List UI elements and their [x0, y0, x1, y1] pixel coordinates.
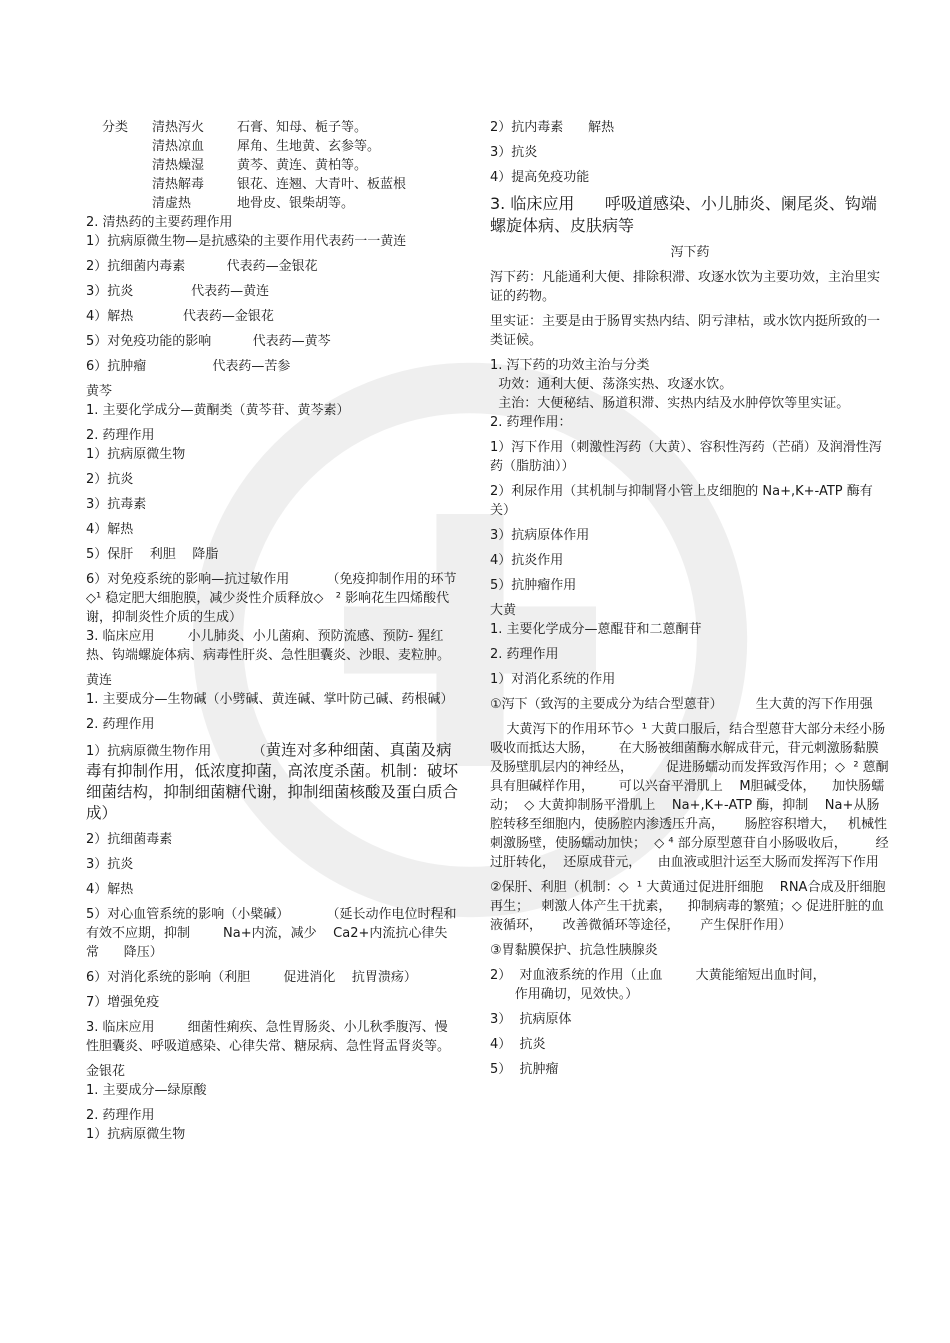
text-line: 5）抗肿瘤作用: [490, 578, 577, 593]
text-line: 4） 抗炎: [490, 1037, 546, 1052]
text-line: 3. 临床应用 细菌性痢疾、急性胃肠炎、小儿秋季腹泻、慢性胆囊炎、呼吸道感染、心律失常、糖尿病、急性肾盂肾炎等。: [86, 1020, 451, 1054]
huanglian-antimicrobial: [86, 740, 458, 824]
text-line: 5） 抗肿瘤: [490, 1062, 559, 1077]
text-line: 5）保肝 利胆 降脂: [86, 547, 219, 562]
text-line: ③胃黏膜保护、抗急性胰腺炎: [490, 943, 658, 958]
text-line: 2）利尿作用（其机制与抑制肾小管上皮细胞的 Na+,K+-ATP 酶有关）: [490, 484, 873, 518]
text-line: 黄芩: [86, 384, 113, 399]
text-line: 1）抗病原微生物: [86, 1127, 186, 1142]
text-line: 2）抗细菌毒素: [86, 832, 173, 847]
text-line: 2）抗炎: [86, 472, 134, 487]
left-lines: [86, 213, 458, 734]
text-line: 3）抗炎: [490, 145, 538, 160]
classification-category: 清热凉血: [152, 139, 205, 154]
text-line: 金银花: [86, 1064, 126, 1079]
text-line: 4）解热: [86, 882, 134, 897]
classification-category: 清虚热: [152, 196, 192, 211]
right-lines-2: [490, 268, 890, 1079]
text-line: 2）抗细菌内毒素 代表药—金银花: [86, 259, 318, 274]
text-line: 1）抗病原微生物: [86, 447, 186, 462]
right-column: [490, 118, 890, 1079]
text-line: 2. 药理作用：: [490, 415, 572, 430]
text-line: ②保肝、利胆（机制：◇ ¹ 大黄通过促进肝细胞 RNA合成及肝细胞再生； 刺激人体产生干扰素， 抑制病毒的繁殖；◇ 促进肝脏的血液循环， 改善微循环等途径， 产生保肝作用）: [490, 880, 886, 933]
text-line: ①泻下（致泻的主要成分为结合型蒽苷） 生大黄的泻下作用强: [490, 697, 873, 712]
left-column: [86, 118, 458, 1144]
text-line: 大黄: [490, 603, 517, 618]
text-line: 1）抗病原微生物—是抗感染的主要作用代表药一一黄连: [86, 234, 407, 249]
classification-row: [102, 118, 406, 137]
text-line: 4）抗炎作用: [490, 553, 564, 568]
text-line: 6）对免疫系统的影响—抗过敏作用 （免疫抑制作用的环节◇¹ 稳定肥大细胞膜，减少炎性介质释放◇ ² 影响花生四烯酸代谢，抑制炎性介质的生成）: [86, 572, 457, 625]
text-line: 4）解热: [86, 522, 134, 537]
text-line: 6）抗肿瘤 代表药—苦参: [86, 359, 291, 374]
text-line: 大黄泻下的作用环节◇ ¹ 大黄口服后，结合型蒽苷大部分未经小肠吸收而抵达大肠， 在大肠被细菌酶水解成苷元，苷元刺激肠黏膜及肠壁肌层内的神经丛， 促进肠蠕动而发挥致泻作用；◇ ² 蒽酮具有胆碱样作用， 可以兴奋平滑肌上 M胆碱受体， 加快肠蠕动； ◇ 大黄抑制肠平滑肌上 Na+,K+-ATP 酶，抑制 Na+从肠腔转移至细胞内，使肠腔内渗透压升高， 肠腔容积增大， 机械性刺激肠壁，使肠蠕动加快； ◇ ⁴ 部分原型蒽苷自小肠吸收后， 经过肝转化， 还原成苷元， 由血液或胆汁运至大肠而发挥泻下作用: [490, 722, 889, 870]
text-line: 2） 对血液系统的作用（止血 大黄能缩短出血时间， 作用确切，见效快。）: [490, 968, 826, 1002]
text-line: 黄连: [86, 673, 113, 688]
classification-row: [102, 156, 406, 175]
text-line: 4）解热 代表药—金银花: [86, 309, 274, 324]
text-line: 1. 泻下药的功效主治与分类: [490, 358, 650, 373]
classification-drugs: 地骨皮、银柴胡等。: [237, 196, 355, 211]
text-line: 5）对免疫功能的影响 代表药—黄芩: [86, 334, 331, 349]
text-line: 泻下药：凡能通利大便、排除积滞、攻逐水饮为主要功效，主治里实证的药物。: [490, 270, 881, 304]
text-line: 3）抗病原体作用: [490, 528, 590, 543]
text-line: 3）抗毒素: [86, 497, 147, 512]
text-line: 1. 主要成分—绿原酸: [86, 1083, 207, 1098]
text-line: 里实证：主要是由于肠胃实热内结、阴亏津枯，或水饮内挺所致的一类证候。: [490, 314, 881, 348]
text-line: 3）抗炎: [86, 857, 134, 872]
text-line: 3） 抗病原体: [490, 1012, 572, 1027]
text-line: 2）抗内毒素 解热: [490, 120, 615, 135]
classification-label-empty: [102, 194, 152, 213]
text-line: 6）对消化系统的影响（利胆 促进消化 抗胃溃疡）: [86, 970, 417, 985]
text-line: 功效：通利大便、荡涤实热、攻逐水饮。: [490, 377, 733, 392]
classification-label-empty: [102, 175, 152, 194]
section-title-xiexiayao: 泻下药: [670, 245, 710, 260]
classification-label-empty: [102, 156, 152, 175]
text-line: 3）抗炎 代表药—黄连: [86, 284, 270, 299]
jinyinhua-clinical-use: 3. 临床应用 呼吸道感染、小儿肺炎、阑尾炎、钩端螺旋体病、皮肤病等: [490, 194, 877, 235]
text-line: 2. 药理作用: [490, 647, 559, 662]
text-line: 2. 清热药的主要药理作用: [86, 215, 233, 230]
classification-label-empty: [102, 137, 152, 156]
left-lines-2: [86, 830, 458, 1144]
huanglian-antimicrobial-detail: 黄连对多种细菌、真菌及病毒有抑制作用，低浓度抑菌，高浓度杀菌。机制：破坏细菌结构，抑制细菌糖代谢，抑制细菌核酸及蛋白质合成）: [86, 741, 459, 822]
text-line: 主治：大便秘结、肠道积滞、实热内结及水肿停饮等里实证。: [490, 396, 850, 411]
classification-label: 分类: [102, 120, 129, 135]
text-line: 2. 药理作用: [86, 1108, 155, 1123]
text-line: 1）对消化系统的作用: [490, 672, 616, 687]
classification-category: 清热泻火: [152, 120, 205, 135]
classification-row: [102, 175, 406, 194]
right-lines: [490, 118, 890, 187]
text-line: 2. 药理作用: [86, 717, 155, 732]
classification-drugs: 银花、连翘、大青叶、板蓝根: [237, 177, 407, 192]
text-line: 1. 主要化学成分—蒽醌苷和二蒽酮苷: [490, 622, 702, 637]
classification-table: [102, 118, 406, 213]
text-line: 1）泻下作用（刺激性泻药（大黄）、容积性泻药（芒硝）及润滑性泻药（脂肪油））: [490, 440, 882, 474]
text-line: 7）增强免疫: [86, 995, 160, 1010]
classification-row: [102, 194, 406, 213]
classification-row: [102, 137, 406, 156]
text-line: 1. 主要成分—生物碱（小劈碱、黄连碱、掌叶防己碱、药根碱）: [86, 692, 454, 707]
classification-category: 清热解毒: [152, 177, 205, 192]
classification-drugs: 犀角、生地黄、玄参等。: [237, 139, 381, 154]
classification-category: 清热燥湿: [152, 158, 205, 173]
text-line: 2. 药理作用: [86, 428, 155, 443]
text-line: 5）对心血管系统的影响（小檗碱） （延长动作电位时程和有效不应期，抑制 Na+内流，减少 Ca2+内流抗心律失常 降压）: [86, 907, 457, 960]
huanglian-antimicrobial-label: 1）抗病原微生物作用 （: [86, 744, 266, 759]
classification-drugs: 石膏、知母、栀子等。: [237, 120, 368, 135]
text-line: 4）提高免疫功能: [490, 170, 590, 185]
text-line: 1. 主要化学成分—黄酮类（黄芩苷、黄芩素）: [86, 403, 350, 418]
text-line: 3. 临床应用 小儿肺炎、小儿菌痢、预防流感、预防- 猩红热、钩端螺旋体病、病毒性肝炎、急性胆囊炎、沙眼、麦粒肿。: [86, 629, 451, 663]
classification-drugs: 黄芩、黄连、黄柏等。: [237, 158, 368, 173]
